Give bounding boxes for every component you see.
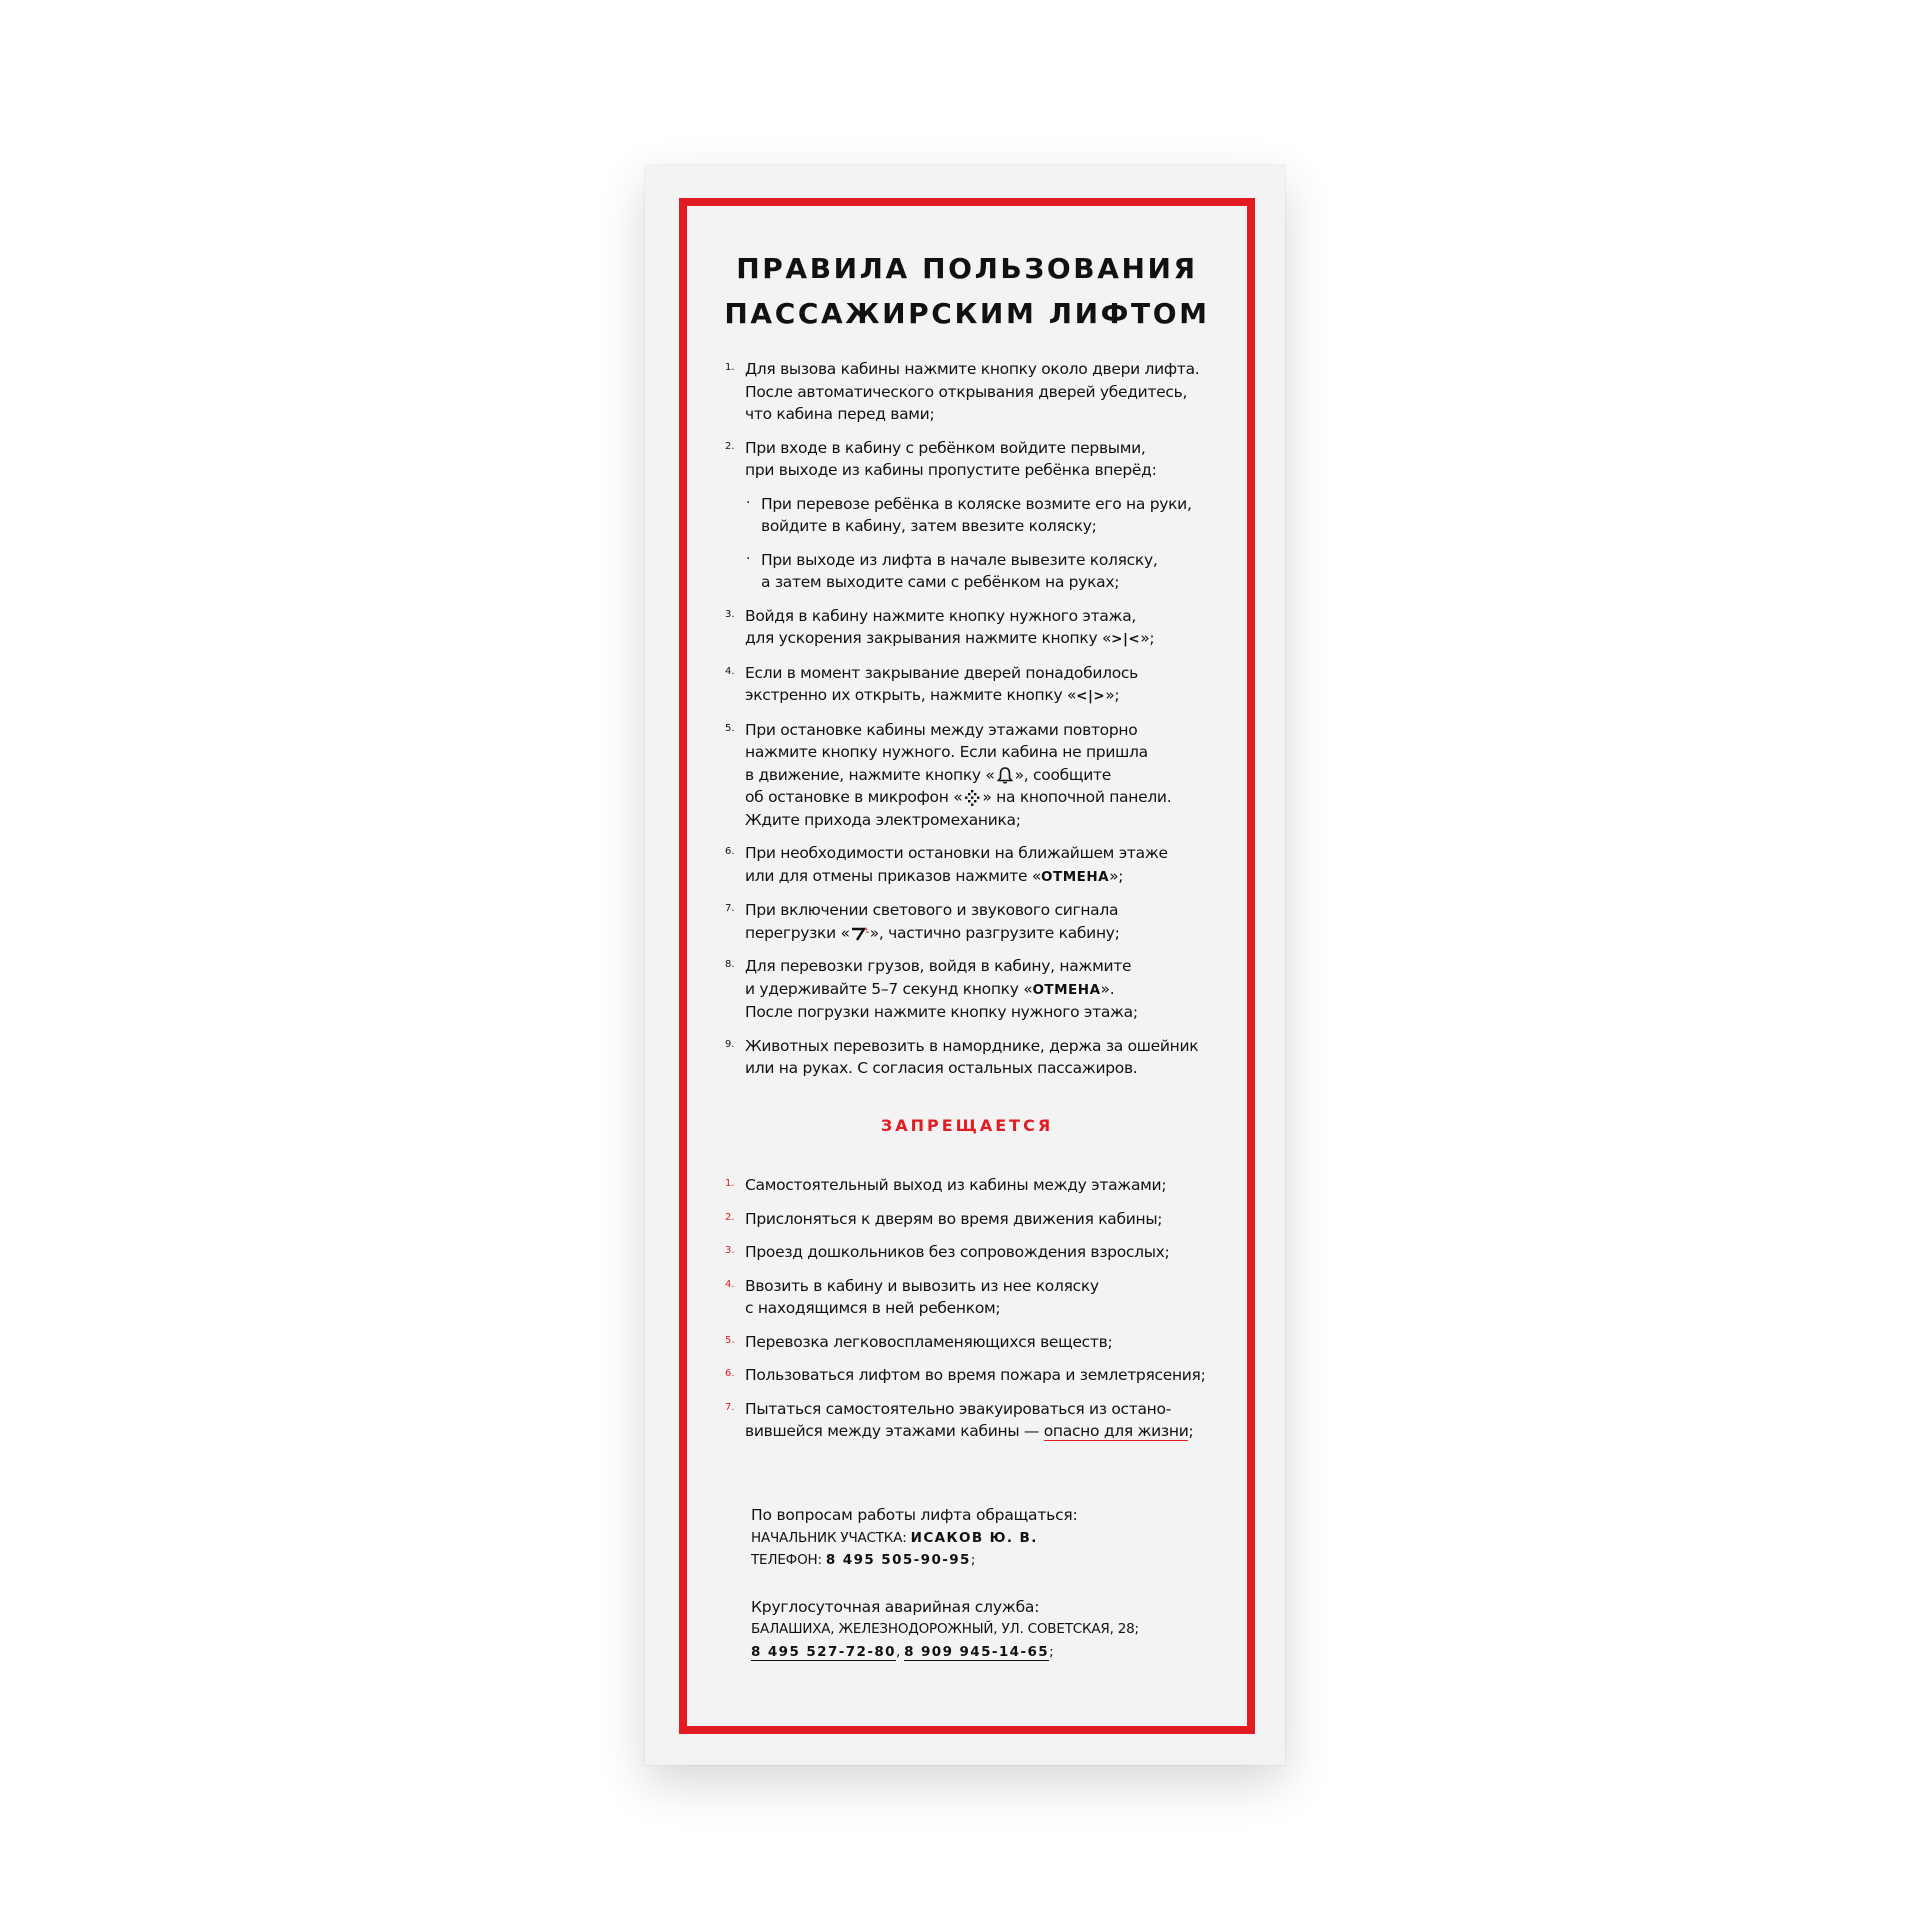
forbidden-item xyxy=(725,1275,1225,1320)
rule-subitem xyxy=(725,549,1225,594)
chief-line xyxy=(751,1527,1231,1550)
rule-item xyxy=(725,842,1225,888)
rule-text-part: в движение, нажмите кнопку « xyxy=(745,765,995,784)
contacts-block xyxy=(751,1504,1231,1663)
rule-text: При перевозе ребёнка в коляске возмите его на руки, xyxy=(761,494,1192,513)
rule-text-part: »; xyxy=(1105,686,1120,704)
rule-text: при выходе из кабины пропустите ребёнка вперёд: xyxy=(745,461,1157,479)
forbidden-title: ЗАПРЕЩАЕТСЯ xyxy=(880,1116,1054,1135)
rule-text: Животных перевозить в наморднике, держа за ошейник xyxy=(745,1036,1199,1055)
rule-item xyxy=(725,719,1225,832)
rule-subitem xyxy=(725,493,1225,538)
rule-number: 7. xyxy=(725,903,735,914)
forbidden-number: 3. xyxy=(725,1245,735,1256)
rule-text: При входе в кабину с ребёнком войдите первыми, xyxy=(745,438,1146,457)
rule-text: что кабина перед вами; xyxy=(745,405,935,423)
sign-title xyxy=(687,246,1247,336)
forbidden-number: 2. xyxy=(725,1211,735,1223)
rule-text: При остановке кабины между этажами повторно xyxy=(745,720,1138,739)
forbidden-item xyxy=(725,1174,1225,1197)
rule-item xyxy=(725,358,1225,426)
rules-sign xyxy=(645,165,1285,1765)
rule-item xyxy=(725,662,1225,708)
forbidden-text xyxy=(745,1420,1225,1443)
microphone-icon xyxy=(962,788,982,808)
rule-number: 3. xyxy=(725,608,735,620)
rule-item xyxy=(725,605,1225,651)
emergency-phones xyxy=(751,1641,1231,1664)
rule-item xyxy=(725,437,1225,482)
rule-item xyxy=(725,955,1225,1024)
rule-text xyxy=(745,978,1225,1002)
forbidden-number: 4. xyxy=(725,1278,735,1290)
rule-text-part: ». xyxy=(1100,979,1115,998)
forbidden-text: Прислоняться к дверям во время движения кабины; xyxy=(745,1209,1163,1228)
rule-text xyxy=(745,684,1225,708)
punctuation: ; xyxy=(1049,1643,1054,1660)
phone-line xyxy=(751,1549,1231,1572)
spacer xyxy=(751,1572,1231,1596)
emergency-phone-2: 8 909 945-14-65 xyxy=(904,1643,1050,1660)
rule-text: При включении светового и звукового сигнала xyxy=(745,901,1119,919)
forbidden-text: Ввозить в кабину и вывозить из нее коляску xyxy=(745,1276,1099,1295)
chief-label: НАЧАЛЬНИК УЧАСТКА: xyxy=(751,1529,911,1546)
rule-number: 5. xyxy=(725,722,735,734)
emergency-phone-1: 8 495 527-72-80 xyxy=(751,1643,896,1660)
rule-text xyxy=(745,764,1225,787)
rule-text: После автоматического открывания дверей убедитесь, xyxy=(745,382,1188,401)
rule-text: При выходе из лифта в начале вывезите коляску, xyxy=(761,550,1158,569)
rule-number: 8. xyxy=(725,959,735,970)
rule-text-part: », сообщите xyxy=(1014,765,1111,784)
contacts-intro: По вопросам работы лифта обращаться: xyxy=(751,1506,1078,1524)
rule-number: 4. xyxy=(725,665,735,677)
forbidden-text: Самостоятельный выход из кабины между этажами; xyxy=(745,1176,1167,1194)
phone-number: 8 495 505-90-95 xyxy=(825,1552,971,1568)
forbidden-number: 1. xyxy=(725,1178,735,1189)
rule-text-part: перегрузки « xyxy=(745,923,850,942)
forbidden-text: Пытаться самостоятельно эвакуироваться из остано- xyxy=(745,1399,1171,1418)
open-doors-button-symbol: <|> xyxy=(1076,688,1106,704)
rule-text-part: экстренно их открыть, нажмите кнопку « xyxy=(745,686,1077,704)
rule-item xyxy=(725,1035,1225,1080)
rules-list xyxy=(725,358,1225,1091)
punctuation: ; xyxy=(970,1552,976,1568)
rule-text xyxy=(745,865,1225,889)
red-frame xyxy=(679,198,1255,1734)
phone-label: ТЕЛЕФОН: xyxy=(751,1552,826,1568)
rule-number: 6. xyxy=(725,846,735,857)
forbidden-text: Пользоваться лифтом во время пожара и землетрясения; xyxy=(745,1366,1206,1384)
rule-text xyxy=(745,922,1225,945)
rule-text: войдите в кабину, затем ввезите коляску; xyxy=(761,517,1097,535)
rule-text-part: » на кнопочной панели. xyxy=(982,788,1172,806)
sign-content xyxy=(687,206,1247,1726)
bullet: · xyxy=(746,550,751,567)
rule-text: Ждите прихода электромеханика; xyxy=(745,810,1021,829)
rule-text: При необходимости остановки на ближайшем этаже xyxy=(745,844,1168,862)
rule-text: После погрузки нажмите кнопку нужного этажа; xyxy=(745,1003,1138,1021)
rule-text xyxy=(745,627,1225,651)
rule-number: 1. xyxy=(725,362,735,373)
forbidden-text: Проезд дошкольников без сопровождения взрослых; xyxy=(745,1243,1170,1261)
forbidden-item xyxy=(725,1331,1225,1354)
forbidden-item xyxy=(725,1241,1225,1264)
close-doors-button-symbol: >|< xyxy=(1111,631,1141,647)
rule-text xyxy=(745,786,1225,809)
forbidden-number: 5. xyxy=(725,1334,735,1346)
forbidden-text: с находящимся в ней ребенком; xyxy=(745,1299,1001,1317)
rule-text-part: »; xyxy=(1140,629,1155,647)
forbidden-list xyxy=(725,1174,1225,1454)
rule-text: нажмите кнопку нужного. Если кабина не пришла xyxy=(745,743,1148,761)
rule-number: 2. xyxy=(725,440,735,452)
rule-text: Войдя в кабину нажмите кнопку нужного этажа, xyxy=(745,606,1137,625)
cancel-button-label: ОТМЕНА xyxy=(1032,981,1101,998)
rule-text-part: об остановке в микрофон « xyxy=(745,788,963,806)
cancel-button-label: ОТМЕНА xyxy=(1041,868,1110,885)
rule-text-part: и удерживайте 5–7 секунд кнопку « xyxy=(745,979,1033,998)
forbidden-number: 7. xyxy=(725,1401,735,1413)
forbidden-text-part: вившейся между этажами кабины — xyxy=(745,1422,1044,1440)
chief-name: ИСАКОВ Ю. В. xyxy=(910,1529,1038,1546)
rule-text-part: », частично разгрузите кабину; xyxy=(869,923,1120,942)
danger-warning: опасно для жизни xyxy=(1043,1422,1189,1440)
rule-item xyxy=(725,899,1225,944)
rule-text: а затем выходите сами с ребёнком на руках; xyxy=(761,573,1120,591)
title-line-1: ПРАВИЛА ПОЛЬЗОВАНИЯ xyxy=(736,252,1198,285)
rule-text-part: »; xyxy=(1109,866,1124,885)
title-line-2: ПАССАЖИРСКИМ ЛИФТОМ xyxy=(724,297,1210,330)
rule-text: Для вызова кабины нажмите кнопку около двери лифта. xyxy=(745,360,1200,378)
overload-icon xyxy=(850,923,870,943)
forbidden-item xyxy=(725,1398,1225,1443)
forbidden-number: 6. xyxy=(725,1368,735,1379)
rule-text: Если в момент закрывание дверей понадобилось xyxy=(745,663,1138,682)
bell-icon xyxy=(995,765,1015,785)
forbidden-item xyxy=(725,1364,1225,1387)
bullet: · xyxy=(746,494,751,511)
rule-number: 9. xyxy=(725,1038,735,1050)
rule-text-part: для ускорения закрывания нажмите кнопку « xyxy=(745,629,1112,647)
forbidden-text-part: ; xyxy=(1188,1422,1194,1440)
punctuation: , xyxy=(895,1643,905,1660)
emergency-intro: Круглосуточная аварийная служба: xyxy=(751,1597,1040,1616)
forbidden-item xyxy=(725,1208,1225,1231)
rule-text: или на руках. С согласия остальных пассажиров. xyxy=(745,1059,1138,1077)
emergency-address: БАЛАШИХА, ЖЕЛЕЗНОДОРОЖНЫЙ, УЛ. СОВЕТСКАЯ, 28; xyxy=(751,1621,1139,1637)
rule-text: Для перевозки грузов, войдя в кабину, нажмите xyxy=(745,957,1132,975)
forbidden-text: Перевозка легковоспламеняющихся веществ; xyxy=(745,1332,1113,1351)
rule-text-part: или для отмены приказов нажмите « xyxy=(745,866,1042,885)
